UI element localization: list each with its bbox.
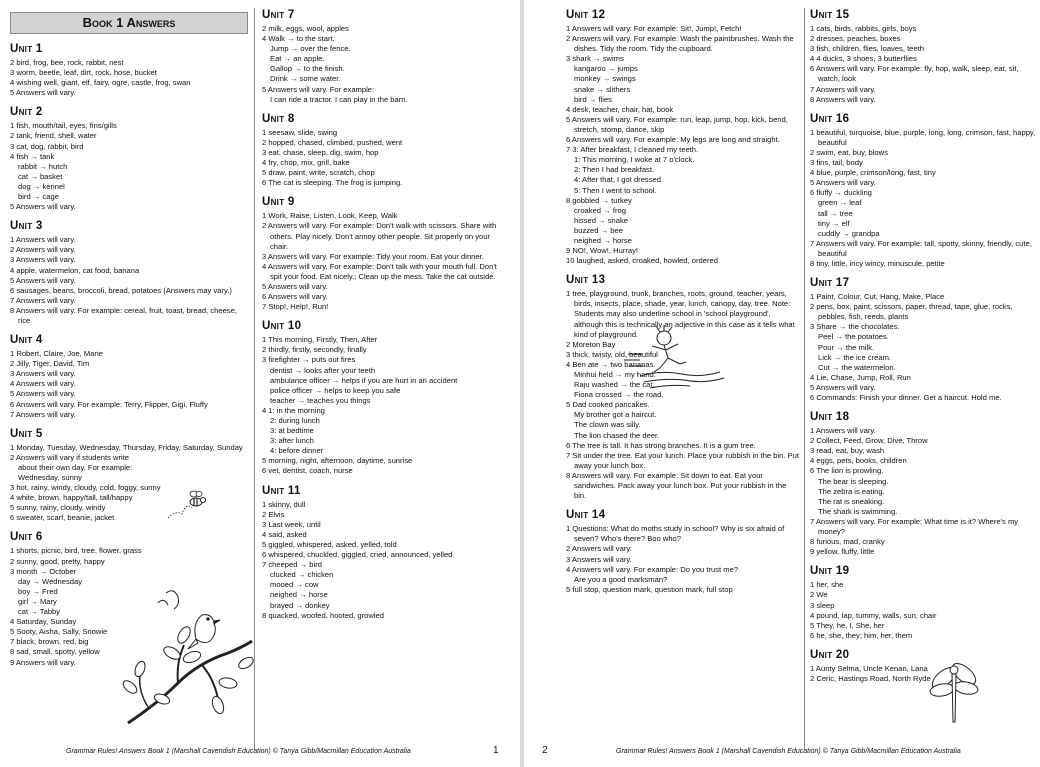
answer-line: 3 Answers will vary. xyxy=(566,554,632,564)
answer-line: Peel → the potatoes. xyxy=(818,332,889,342)
answer-line: 1 shorts, picnic, bird, tree, flower, grass xyxy=(10,546,142,556)
unit-title: Unit 5 xyxy=(10,427,43,440)
answer-line: clucked → chicken xyxy=(270,570,334,580)
answer-line: cuddly → grandpa xyxy=(818,228,880,238)
answer-line: 5 Answers will vary. xyxy=(810,382,876,392)
answer-line: brayed → donkey xyxy=(270,600,330,610)
answer-line: 4 Answers will vary. For example: Don't talk with your mouth full. Don't spit your food. Eat nicely.; Clean up the mess. Take the cat outside. xyxy=(262,261,497,281)
answer-line: 2 Collect, Feed, Grow, Dive, Throw xyxy=(810,436,928,446)
answer-line: 7 Answers will vary. For example: tall, spotty, skinny, friendly, cute, beautiful xyxy=(810,238,1032,258)
answer-line: buzzed → bee xyxy=(574,225,623,235)
answer-line: 1 fish, mouth/tail, eyes, fins/gills xyxy=(10,121,117,131)
answer-line: 3 Answers will vary. xyxy=(10,255,76,265)
answer-line: 2 tank, friend, shell, water xyxy=(10,131,97,141)
answer-line: 6 he, she, they; him, her, them xyxy=(810,630,913,640)
answer-line: bird → flies xyxy=(574,94,612,104)
answer-line: 1 seesaw, slide, swing xyxy=(262,127,338,137)
answer-line: cat → Tabby xyxy=(18,607,61,617)
unit-title: Unit 16 xyxy=(810,112,850,125)
answer-line: ambulance officer → helps if you are hurt in an accident xyxy=(270,375,458,385)
answer-line: 7 Answers will vary. xyxy=(810,84,876,94)
unit-title: Unit 6 xyxy=(10,531,43,544)
answer-line: croaked → frog xyxy=(574,205,626,215)
answer-line: 3 read, eat, buy, wash xyxy=(810,446,885,456)
unit-title: Unit 1 xyxy=(10,43,43,55)
answer-line: 1 Answers will vary. xyxy=(810,426,876,436)
unit-section xyxy=(810,276,1036,403)
answer-line: 2 Moreton Bay xyxy=(566,339,616,349)
answer-line: 4 Walk → to the start. xyxy=(262,34,335,44)
answer-line: 5 Dad cooked pancakes. xyxy=(566,400,650,410)
answer-line: 10 laughed, asked, croaked, howled, ordered xyxy=(566,256,718,266)
answer-line: hissed → snake xyxy=(574,215,629,225)
answer-line: 1 her, she xyxy=(810,580,844,590)
unit-section xyxy=(566,508,800,595)
answer-line: 4 Answers will vary. For example: Do you trust me? xyxy=(566,564,739,574)
answer-line: dog → kennel xyxy=(18,181,65,191)
answer-line: 1 Answers will vary. For example: Sit!, Jump!, Fetch! xyxy=(566,24,742,33)
answer-line: Gallop → to the finish. xyxy=(270,64,345,74)
answer-line: 5 Answers will vary. For example: xyxy=(262,84,375,94)
answer-line: 2 Answers will vary if students write xyxy=(10,452,130,462)
footer-right: Grammar Rules! Answers Book 1 (Marshall Cavendish Education) © Tanya Gibb/Macmillan Education Australia xyxy=(616,748,961,755)
answer-line: 4 said, asked xyxy=(262,529,307,539)
answer-line: 1 cats, birds, rabbits, girls, boys xyxy=(810,24,917,33)
answer-line: 8 quacked, woofed, hooted, growled xyxy=(262,610,385,620)
answer-line: 5 Answers will vary. xyxy=(10,389,76,399)
page-right xyxy=(524,0,1040,767)
unit-section xyxy=(810,648,1036,684)
unit-title: Unit 11 xyxy=(262,484,301,497)
answer-line: 4 white, brown, happy/tall, tall/happy xyxy=(10,493,133,503)
answer-line: Pour → the milk. xyxy=(818,342,875,352)
answer-line: 5 Answers will vary. xyxy=(10,202,76,212)
unit-title: Unit 8 xyxy=(262,112,295,125)
answer-line: 3 fish, children, flies, loaves, teeth xyxy=(810,44,924,54)
unit-section xyxy=(262,195,508,312)
answers-column-2 xyxy=(262,8,508,628)
answer-line: green → leaf xyxy=(818,198,862,208)
answer-line: Cut → the watermelon. xyxy=(818,362,896,372)
unit-section xyxy=(810,8,1036,105)
page-number-right: 2 xyxy=(542,745,548,756)
answer-line: 6 vet, dentist, coach, nurse xyxy=(262,466,353,476)
answer-line: neighed → horse xyxy=(270,590,328,600)
answer-line: 8 Answers will vary. For example: Sit down to eat. Eat your sandwiches. Pack away your lunch box. Put your rubbish in the bin. xyxy=(566,470,787,501)
answer-line: 6 sweater, scarf, beanie, jacket xyxy=(10,513,115,523)
column-divider xyxy=(254,8,255,750)
answer-line: 1: This morning, I woke at 7 o'clock. xyxy=(574,155,695,165)
answer-line: 2 We xyxy=(810,590,828,600)
answer-line: 4 fry, chop, mix, grill, bake xyxy=(262,158,350,168)
answer-line: 4 blue, purple, crimson/long, fast, tiny xyxy=(810,168,936,178)
unit-title: Unit 14 xyxy=(566,509,606,522)
answer-line: 3 fins, tail, body xyxy=(810,158,863,168)
answer-line: 9 yellow, fluffy, little xyxy=(810,547,875,557)
unit-section xyxy=(566,8,800,266)
answers-column-4 xyxy=(810,8,1036,691)
answer-line: 4 Ben ate → two bananas. xyxy=(566,359,656,369)
answer-line: 3 cat, dog, rabbit, bird xyxy=(10,141,84,151)
answer-line: Fiona crossed → the road. xyxy=(574,390,664,400)
running-boy-illustration xyxy=(620,324,732,390)
answer-line: 5 Answers will vary. xyxy=(10,275,76,285)
answer-line: Wednesday, sunny xyxy=(18,473,82,482)
answer-line: Lick → the ice cream. xyxy=(818,352,892,362)
answer-line: The shark is swimming. xyxy=(818,506,898,516)
answer-line: 2 sunny, good, pretty, happy xyxy=(10,556,105,566)
answer-line: My brother got a haircut. xyxy=(574,410,657,420)
answer-line: 5 Answers will vary. For example: run, leap, jump, hop, kick, bend, stretch, stomp, dance, skip xyxy=(566,114,788,134)
unit-section xyxy=(810,564,1036,641)
answer-line: 3 Answers will vary. xyxy=(10,369,76,379)
unit-title: Unit 15 xyxy=(810,9,850,21)
answer-line: 3 sleep xyxy=(810,600,835,610)
answer-line: boy → Fred xyxy=(18,586,58,596)
answer-line: 8 Answers will vary. xyxy=(810,94,876,104)
answer-line: 4 1: in the morning xyxy=(262,405,325,415)
answer-line: 5 Answers will vary. xyxy=(262,281,328,291)
answer-line: 4 Answers will vary. xyxy=(10,379,76,389)
answer-line: bird → cage xyxy=(18,192,59,202)
answer-line: 2 dresses, peaches, boxes xyxy=(810,34,901,44)
answer-line: 6 Answers will vary. For example: My legs are long and straight. xyxy=(566,135,780,145)
answer-line: 5: Then I went to school. xyxy=(574,185,657,195)
answer-line: 1 Paint, Colour, Cut, Hang, Make, Place xyxy=(810,292,945,302)
unit-section xyxy=(10,333,248,420)
answer-line: 1 Answers will vary. xyxy=(10,235,76,245)
answer-line: 1 tree, playground, trunk, branches, roots, ground, teacher, years, birds, insects, place, shade, year, lunch, canopy, day, tree. Note: Students may also underline school in 'school playground', although this is technically an adjective in this case as it tells what kind of playground. xyxy=(566,289,795,339)
answer-line: 2 hopped, chased, climbed, pushed, went xyxy=(262,137,403,147)
answer-line: Eat → an apple. xyxy=(270,54,325,64)
answer-line: 3 Answers will vary. For example: Tidy your room. Eat your dinner. xyxy=(262,251,484,261)
answer-line: 6 The lion is prowling. xyxy=(810,466,884,476)
answer-line: 1 This morning, Firstly, Then, After xyxy=(262,335,378,345)
answer-line: 2 Jilly, Tiger, David, Tim xyxy=(10,359,90,369)
answer-line: 7 Stop!, Help!, Run! xyxy=(262,302,329,312)
answer-line: 5 giggled, whispered, asked, yelled, told xyxy=(262,539,397,549)
answer-line: 7 Sit under the tree. Eat your lunch. Place your rubbish in the bin. Put away your lunch box. xyxy=(566,450,800,470)
answer-line: 4 desk, teacher, chair, hat, book xyxy=(566,104,674,114)
answer-line: 2 Ceric, Hastings Road, North Ryde xyxy=(810,673,931,683)
page-number-left: 1 xyxy=(493,745,499,756)
answer-line: 1 Questions: What do moths study in school? Why is six afraid of seven? Who's there? Boo who? xyxy=(566,524,785,544)
unit-title: Unit 12 xyxy=(566,9,606,21)
unit-section xyxy=(10,105,248,212)
answer-line: 5 Answers will vary. xyxy=(10,88,76,98)
answer-line: 7 black, brown, red, big xyxy=(10,637,89,647)
answer-line: 5 full stop, question mark, question mark, full stop xyxy=(566,584,733,594)
answer-line: 2: Then I had breakfast. xyxy=(574,165,655,175)
answer-line: 2 Answers will vary. xyxy=(10,245,76,255)
dragonfly-illustration xyxy=(924,648,982,726)
answer-line: 3 Share → the chocolates. xyxy=(810,322,900,332)
unit-section xyxy=(810,112,1036,269)
answer-line: girl → Mary xyxy=(18,596,57,606)
answer-line: 9 NO!, Wow!, Hurray! xyxy=(566,246,639,256)
answer-line: The zebra is eating. xyxy=(818,486,885,496)
answer-line: 5 Answers will vary. xyxy=(810,178,876,188)
answer-line: 5 They, he, I, She, her xyxy=(810,620,885,630)
answer-line: 2 swim, eat, buy, blows xyxy=(810,147,888,157)
bee-illustration xyxy=(166,488,210,522)
answer-line: teacher → teaches you things xyxy=(270,395,371,405)
answer-line: 1 Aunty Selma, Uncle Kenan, Lana xyxy=(810,663,928,673)
answer-line: Raju washed → the car. xyxy=(574,380,655,390)
answer-line: 9 Answers will vary. xyxy=(10,657,76,667)
unit-title: Unit 9 xyxy=(262,196,295,209)
unit-section xyxy=(262,112,508,189)
unit-title: Unit 2 xyxy=(10,106,43,119)
unit-section xyxy=(10,219,248,326)
unit-title: Unit 20 xyxy=(810,648,850,661)
answer-line: 8 gobbled → turkey xyxy=(566,195,632,205)
unit-section xyxy=(262,8,508,105)
answer-line: 2 thirdly, firstly, secondly, finally xyxy=(262,345,367,355)
answer-line: Are you a good marksman? xyxy=(574,574,668,584)
branch-bird-illustration xyxy=(118,583,254,733)
answer-line: 3 month → October xyxy=(10,566,77,576)
answer-line: 2 pens, box, paint, scissors, paper, thread, tape, glue, rocks, pebbles, fish, reeds, plants xyxy=(810,302,1013,322)
unit-title: Unit 10 xyxy=(262,320,302,333)
answer-line: 6 Answers will vary. For example: Terry, Flipper, Gigi, Fluffy xyxy=(10,399,208,409)
unit-title: Unit 18 xyxy=(810,411,850,424)
unit-title: Unit 3 xyxy=(10,220,43,233)
answer-line: 2 bird, frog, bee, rock, rabbit, nest xyxy=(10,58,124,67)
answer-line: Drink → some water. xyxy=(270,74,341,84)
answer-line: day → Wednesday xyxy=(18,576,83,586)
answer-line: 8 tiny, little, incy wincy, minuscule, petite xyxy=(810,258,945,268)
answer-line: 3 worm, beetle, leaf, dirt, rock, hose, bucket xyxy=(10,68,157,78)
answer-line: 3: at bedtime xyxy=(270,426,314,436)
answer-line: 5 Sooty, Aisha, Sally, Snowie xyxy=(10,627,108,637)
book-title: Book 1 Answers xyxy=(10,12,248,34)
answer-line: 8 furious, mad, cranky xyxy=(810,537,885,547)
answer-line: mooed → cow xyxy=(270,580,319,590)
unit-section xyxy=(262,319,508,476)
answer-line: 4 pound, lap, tummy, walls, sun, chair xyxy=(810,610,937,620)
answer-line: 1 Robert, Claire, Joe, Marie xyxy=(10,349,103,359)
answer-line: 4 fish → tank xyxy=(10,151,55,161)
unit-title: Unit 13 xyxy=(566,274,606,287)
unit-section xyxy=(10,42,248,98)
answer-line: 6 Answers will vary. For example: fly, hop, walk, sleep, eat, sit, watch, look xyxy=(810,64,1019,84)
answer-line: Minhui held → my hand. xyxy=(574,370,656,379)
answer-line: 2 Answers will vary. For example: Don't walk with scissors. Share with others. Play nicely. Don't annoy other people. Sit properly on your chair. xyxy=(262,221,497,251)
answer-line: 8 sad, small, spotty, yellow xyxy=(10,647,100,657)
footer-left: Grammar Rules! Answers Book 1 (Marshall Cavendish Education) © Tanya Gibb/Macmillan Education Australia xyxy=(66,748,411,755)
answer-line: kangaroo → jumps xyxy=(574,64,638,74)
answer-line: 6 sausages, beans, broccoli, bread, potatoes (Answers may vary.) xyxy=(10,285,232,295)
answer-line: 6 Commands: Finish your dinner. Get a haircut. Hold me. xyxy=(810,393,1002,402)
answer-line: 7 3: After breakfast, I cleaned my teeth. xyxy=(566,145,699,155)
answer-line: Jump → over the fence. xyxy=(270,44,351,54)
column-divider xyxy=(804,8,805,750)
answer-line: 1 beautiful, turquoise, blue, purple, long, long, crimson, fast, happy, beautiful xyxy=(810,127,1036,147)
answer-line: 2 milk, eggs, wool, apples xyxy=(262,24,349,33)
answer-line: 4: before dinner xyxy=(270,446,324,456)
answer-line: 4: After that, I got dressed. xyxy=(574,175,664,185)
answer-line: 7 Answers will vary. xyxy=(10,409,76,419)
answer-line: 4 4 ducks, 3 shoes, 3 butterflies xyxy=(810,54,917,64)
answer-line: 4 Saturday, Sunday xyxy=(10,617,77,627)
answer-line: neighed → horse xyxy=(574,235,632,245)
answer-line: 3 shark → swims xyxy=(566,54,624,64)
answer-line: 4 apple, watermelon, cat food, banana xyxy=(10,265,140,275)
answer-line: 4 eggs, pets, books, children xyxy=(810,456,907,466)
answer-line: dentist → looks after your teeth xyxy=(270,365,376,375)
answer-line: 3 hot, rainy, windy, cloudy, cold, foggy, sunny xyxy=(10,483,161,493)
answers-column-1 xyxy=(10,8,248,675)
answer-line: police officer → helps to keep you safe xyxy=(270,385,401,395)
answer-line: 7 cheeped → bird xyxy=(262,560,322,570)
answer-line: I can ride a tractor. I can play in the barn. xyxy=(270,94,408,104)
answer-line: 5 draw, paint, write, scratch, chop xyxy=(262,168,375,178)
answer-line: monkey → swings xyxy=(574,74,636,84)
answer-line: 7 Answers will vary. For example: What time is it? Where's my money? xyxy=(810,516,1019,537)
unit-title: Unit 17 xyxy=(810,277,850,290)
answer-line: 2 Answers will vary. For example: Wash the paintbrushes. Wash the dishes. Tidy the room. Tidy the cupboard. xyxy=(566,34,794,54)
answer-line: 6 fluffy → duckling xyxy=(810,188,872,198)
answer-line: 6 The cat is sleeping. The frog is jumping. xyxy=(262,178,403,188)
answer-line: 6 Answers will vary. xyxy=(262,292,328,302)
unit-title: Unit 7 xyxy=(262,9,295,21)
answer-line: 3 Last week, until xyxy=(262,519,321,529)
answer-line: 1 Work, Raise, Listen, Look, Keep, Walk xyxy=(262,211,398,221)
answer-line: 3: after lunch xyxy=(270,436,314,446)
unit-title: Unit 19 xyxy=(810,565,850,578)
answer-line: 2: during lunch xyxy=(270,416,320,425)
answer-line: 1 Monday, Tuesday, Wednesday, Thursday, Friday, Saturday, Sunday xyxy=(10,442,243,452)
answer-line: The clown was silly. xyxy=(574,420,641,430)
answer-line: 3 eat, chase, sleep, dig, swim, hop xyxy=(262,147,379,157)
answer-line: 6 whispered, chuckled, giggled, cried, announced, yelled xyxy=(262,550,453,560)
answer-line: cat → basket xyxy=(18,171,63,181)
answers-column-3 xyxy=(566,8,800,602)
answer-line: rabbit → hutch xyxy=(18,161,68,171)
answer-line: tiny → elf xyxy=(818,218,850,228)
answer-line: 8 Answers will vary. For example: cereal, fruit, toast, bread, cheese, rice xyxy=(10,305,237,325)
answer-line: 3 firefighter → puts out fires xyxy=(262,355,356,365)
answer-line: The rat is sneaking. xyxy=(818,496,885,506)
answer-line: 4 wishing well, giant, elf, fairy, ogre, castle, frog, swan xyxy=(10,78,191,88)
answer-line: about their own day. For example: xyxy=(18,462,133,472)
answer-line: The lion chased the deer. xyxy=(574,430,660,440)
answer-line: 2 Answers will vary. xyxy=(566,544,632,554)
answer-line: 4 Lie, Chase, Jump, Roll, Run xyxy=(810,372,911,382)
unit-section xyxy=(10,427,248,524)
answer-line: The bear is sleeping. xyxy=(818,476,889,486)
answer-line: 7 Answers will vary. xyxy=(10,295,76,305)
answer-line: tall → tree xyxy=(818,208,853,218)
answer-line: 5 morning, night, afternoon, daytime, sunrise xyxy=(262,456,413,466)
answer-line: 3 thick, twisty, old, beautiful xyxy=(566,349,658,359)
answer-line: snake → slithers xyxy=(574,84,631,94)
unit-section xyxy=(262,484,508,621)
unit-section xyxy=(810,410,1036,557)
unit-title: Unit 4 xyxy=(10,334,43,347)
answer-line: 1 skinny, dull xyxy=(262,499,306,509)
answer-line: 6 The tree is tall. It has strong branches. It is a gum tree. xyxy=(566,440,756,450)
answer-line: 5 sunny, rainy, cloudy, windy xyxy=(10,503,106,513)
answer-line: 2 Elvis xyxy=(262,509,285,519)
